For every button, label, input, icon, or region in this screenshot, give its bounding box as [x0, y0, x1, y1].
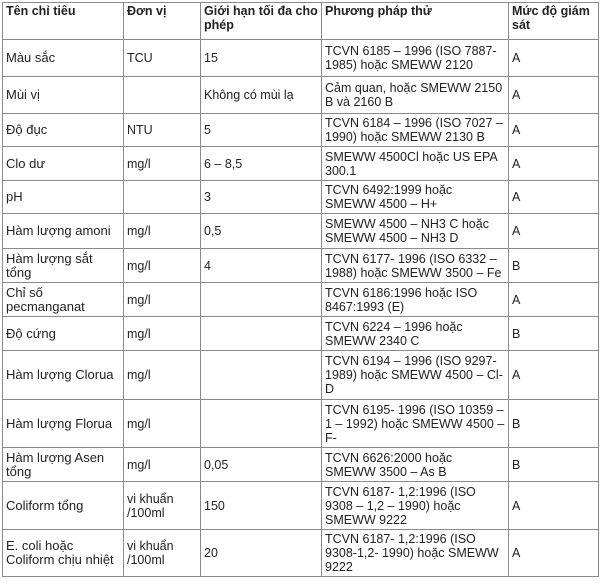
cell-limit: 20: [201, 530, 322, 577]
cell-level: B: [509, 317, 599, 351]
cell-unit: mg/l: [124, 214, 201, 249]
header-row: [3, 3, 599, 40]
cell-method: SMEWW 4500 – NH3 C hoặc SMEWW 4500 – NH3 D: [322, 214, 509, 249]
cell-method: TCVN 6187- 1,2:1996 (ISO 9308-1,2- 1990) hoặc SMEWW 9222: [322, 530, 509, 577]
cell-method: TCVN 6224 – 1996 hoặc SMEWW 2340 C: [322, 317, 509, 351]
cell-method: TCVN 6492:1999 hoặc SMEWW 4500 – H+: [322, 181, 509, 214]
header-don-vi: Đơn vị: [124, 3, 201, 40]
cell-method: TCVN 6177- 1996 (ISO 6332 – 1988) hoặc SMEWW 3500 – Fe: [322, 249, 509, 283]
cell-limit: 4: [201, 249, 322, 283]
table-row: [3, 114, 599, 147]
cell-name: Chỉ số pecmanganat: [3, 283, 124, 317]
table-row: [3, 317, 599, 351]
cell-method: TCVN 6186:1996 hoặc ISO 8467:1993 (E): [322, 283, 509, 317]
cell-name: Hàm lượng Clorua: [3, 351, 124, 400]
cell-method: TCVN 6626:2000 hoặc SMEWW 3500 – As B: [322, 448, 509, 482]
cell-method: TCVN 6195- 1996 (ISO 10359 – 1 – 1992) hoặc SMEWW 4500 – F-: [322, 400, 509, 448]
cell-level: A: [509, 40, 599, 77]
cell-unit: mg/l: [124, 351, 201, 400]
cell-limit: [201, 351, 322, 400]
cell-name: Clo dư: [3, 147, 124, 181]
header-muc-do: Mức độ giám sát: [509, 3, 599, 40]
cell-level: A: [509, 283, 599, 317]
cell-name: E. coli hoặc Coliform chịu nhiệt: [3, 530, 124, 577]
table-row: [3, 448, 599, 482]
cell-unit: mg/l: [124, 317, 201, 351]
cell-name: Hàm lượng amoni: [3, 214, 124, 249]
cell-name: Hàm lượng sắt tổng: [3, 249, 124, 283]
cell-unit: mg/l: [124, 147, 201, 181]
cell-name: Độ đục: [3, 114, 124, 147]
table-row: [3, 40, 599, 77]
cell-level: A: [509, 351, 599, 400]
cell-unit: vi khuẩn /100ml: [124, 482, 201, 530]
cell-unit: [124, 181, 201, 214]
cell-method: Cảm quan, hoặc SMEWW 2150 B và 2160 B: [322, 77, 509, 114]
table-row: [3, 249, 599, 283]
cell-unit: mg/l: [124, 448, 201, 482]
cell-name: Độ cứng: [3, 317, 124, 351]
cell-limit: 0,05: [201, 448, 322, 482]
cell-method: TCVN 6194 – 1996 (ISO 9297-1989) hoặc SMEWW 4500 – Cl-D: [322, 351, 509, 400]
table-row: [3, 530, 599, 577]
cell-name: pH: [3, 181, 124, 214]
table-row: [3, 181, 599, 214]
cell-level: A: [509, 77, 599, 114]
cell-unit: mg/l: [124, 400, 201, 448]
cell-level: A: [509, 181, 599, 214]
cell-unit: vi khuẩn /100ml: [124, 530, 201, 577]
cell-limit: [201, 283, 322, 317]
cell-level: B: [509, 400, 599, 448]
cell-method: TCVN 6187- 1,2:1996 (ISO 9308 – 1,2 – 1990) hoặc SMEWW 9222: [322, 482, 509, 530]
table-row: [3, 400, 599, 448]
cell-level: B: [509, 249, 599, 283]
table-row: [3, 283, 599, 317]
cell-level: A: [509, 530, 599, 577]
cell-level: A: [509, 114, 599, 147]
table-row: [3, 214, 599, 249]
table-row: [3, 351, 599, 400]
cell-level: A: [509, 482, 599, 530]
cell-limit: 150: [201, 482, 322, 530]
cell-limit: 5: [201, 114, 322, 147]
header-phuong-phap: Phương pháp thử: [322, 3, 509, 40]
table-row: [3, 77, 599, 114]
cell-unit: NTU: [124, 114, 201, 147]
cell-unit: mg/l: [124, 283, 201, 317]
cell-limit: 15: [201, 40, 322, 77]
cell-limit: Không có mùi lạ: [201, 77, 322, 114]
cell-name: Hàm lượng Asen tổng: [3, 448, 124, 482]
cell-limit: [201, 400, 322, 448]
cell-method: SMEWW 4500Cl hoặc US EPA 300.1: [322, 147, 509, 181]
cell-name: Mùi vị: [3, 77, 124, 114]
header-gioi-han: Giới hạn tối đa cho phép: [201, 3, 322, 40]
cell-name: Hàm lượng Florua: [3, 400, 124, 448]
cell-name: Coliform tổng: [3, 482, 124, 530]
water-quality-table: [2, 2, 599, 577]
cell-unit: mg/l: [124, 249, 201, 283]
cell-level: A: [509, 214, 599, 249]
cell-unit: [124, 77, 201, 114]
cell-limit: [201, 317, 322, 351]
cell-level: B: [509, 448, 599, 482]
cell-limit: 6 – 8,5: [201, 147, 322, 181]
header-ten-chi-tieu: Tên chỉ tiêu: [3, 3, 124, 40]
table-row: [3, 482, 599, 530]
cell-name: Màu sắc: [3, 40, 124, 77]
cell-method: TCVN 6185 – 1996 (ISO 7887-1985) hoặc SMEWW 2120: [322, 40, 509, 77]
table-row: [3, 147, 599, 181]
cell-limit: 3: [201, 181, 322, 214]
cell-limit: 0,5: [201, 214, 322, 249]
cell-level: A: [509, 147, 599, 181]
cell-unit: TCU: [124, 40, 201, 77]
cell-method: TCVN 6184 – 1996 (ISO 7027 – 1990) hoặc SMEWW 2130 B: [322, 114, 509, 147]
